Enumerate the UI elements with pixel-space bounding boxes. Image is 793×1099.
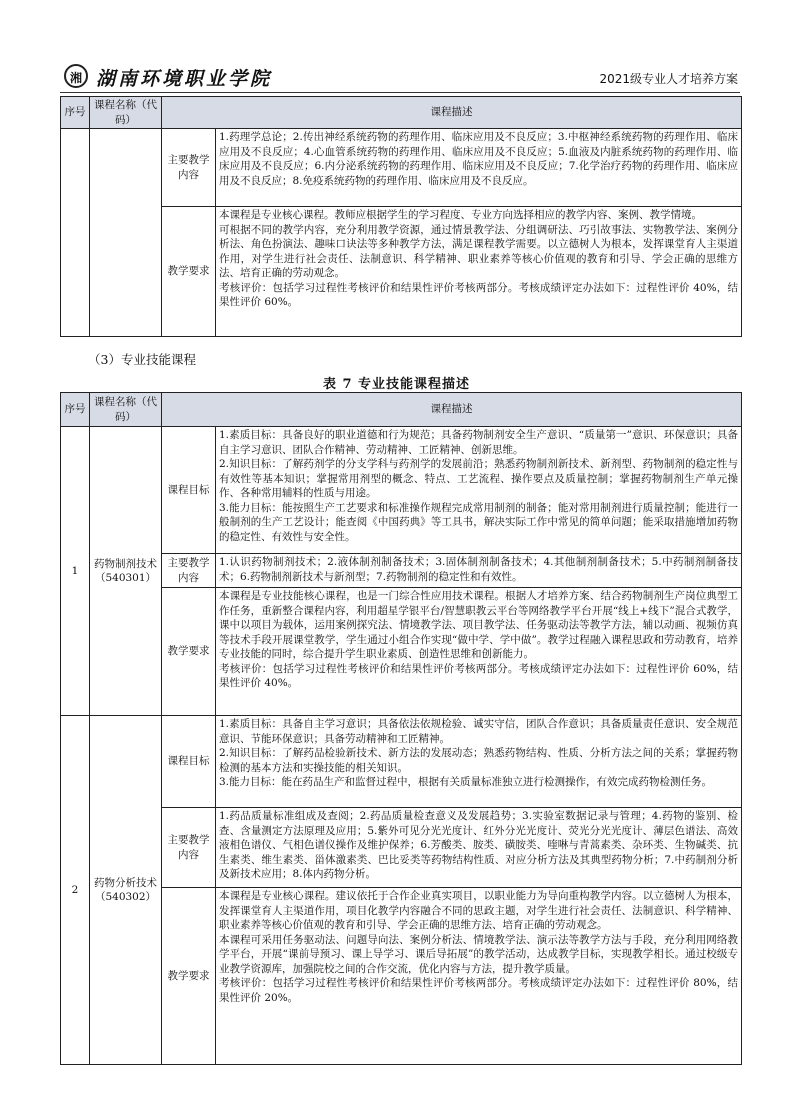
course-name: 药物分析技术（540302） xyxy=(90,716,162,1065)
desc-line: 本课程是专业核心课程。建议依托于合作企业真实项目，以职业能力为导向重构教学内容。以立德树人为根本，发挥课堂育人主渠道作用，项目化教学内容融合不同的思政主题，对学生进行社会责任、法制意识、科学精神、职业素养等核心价值观的教育和引导、学会正确的思维方法、培育正确的劳动观念。 xyxy=(219,890,738,931)
row-num xyxy=(61,129,90,337)
course-num: 2 xyxy=(61,716,90,1065)
school-name: 湖南环境职业学院 xyxy=(96,68,273,90)
sub-content xyxy=(216,554,742,588)
col-name-header: 课程名称（代码） xyxy=(90,97,162,129)
sub-label: 主要教学内容 xyxy=(162,129,216,207)
sub-content xyxy=(216,588,742,716)
desc-line: 考核评价：包括学习过程性考核评价和结果性评价考核两部分。考核成绩评定办法如下：过程性评价 40%，结果性评价 60%。 xyxy=(219,281,738,308)
col-num-header: 序号 xyxy=(61,97,90,129)
sub-label: 教学要求 xyxy=(162,588,216,716)
desc-line: 可根据不同的教学内容，充分利用教学资源，通过情景教学法、分组调研法、巧引故事法、实物教学法、案例分析法、角色扮演法、趣味口诀法等多种教学方法，满足课程教学需要。以立德树人为根本，发挥课堂育人主渠道作用，对学生进行社会责任、法制意识、科学精神、职业素养等核心价值观的教育和引导、学会正确的思维方法、培育正确的劳动观念。 xyxy=(219,223,738,279)
row-course-name xyxy=(90,129,162,337)
desc-line: 本课程是专业核心课程。教师应根据学生的学习程度、专业方向选择相应的教学内容、案例、教学情境。 xyxy=(219,209,702,221)
col-desc-header: 课程描述 xyxy=(162,97,742,129)
course-name: 药物制剂技术（540301） xyxy=(90,427,162,716)
sub-label: 课程目标 xyxy=(162,716,216,808)
sub-label: 主要教学内容 xyxy=(162,554,216,588)
desc-line: 考核评价：包括学习过程性考核评价和结果性评价考核两部分。考核成绩评定办法如下：过程性评价 80%，结果性评价 20%。 xyxy=(219,977,738,1004)
sub-content xyxy=(216,129,742,207)
skill-course-table xyxy=(60,392,742,1065)
col-num-header: 序号 xyxy=(61,393,90,427)
school-logo xyxy=(64,64,88,88)
desc-line: 2.知识目标：了解药品检验新技术、新方法的发展动态；熟悉药物结构、性质、分析方法之间的关系；掌握药物检测的基本方法和实操技能的相关知识。 xyxy=(219,747,738,774)
sub-content xyxy=(216,888,742,1065)
desc-line: 1.素质目标：具备自主学习意识；具备依法依规检验、诚实守信，团队合作意识；具备质量责任意识、安全规范意识、节能环保意识；具备劳动精神和工匠精神。 xyxy=(219,718,738,745)
section-heading: （3）专业技能课程 xyxy=(88,352,196,367)
page-header xyxy=(60,62,740,93)
sub-content xyxy=(216,716,742,808)
sub-label: 教学要求 xyxy=(162,207,216,337)
desc-line: 1.素质目标：具备良好的职业道德和行为规范；具备药物制剂安全生产意识、“质量第一”意识、环保意识；具备自主学习意识、团队合作精神、劳动精神、工匠精神、创新思维。 xyxy=(219,429,738,456)
desc-line: 3.能力目标：能在药品生产和监督过程中，根据有关质量标准独立进行检测操作，有效完成药物检测任务。 xyxy=(219,776,713,788)
sub-label: 课程目标 xyxy=(162,427,216,554)
desc-line: 本课程可采用任务驱动法、问题导向法、案例分析法、情境教学法、演示法等教学方法与手段，充分利用网络教学平台，开展“课前导预习、课上导学习、课后导拓展”的教学活动，达成教学目标，实现教学相长。通过校级专业教学资源库，加强院校之间的合作交流，优化内容与方法，提升教学质量。 xyxy=(219,933,738,975)
desc-line: 2.知识目标：了解药剂学的分支学科与药剂学的发展前沿；熟悉药物制剂新技术、新剂型、药物制剂的稳定性与有效性等基本知识；掌握常用剂型的概念、特点、工艺流程、操作要点及质量控制；掌握药物制剂生产单元操作、各种常用辅料的性质与用途。 xyxy=(219,458,738,499)
course-num: 1 xyxy=(61,427,90,716)
document-title: 2021级专业人才培养方案 xyxy=(599,72,738,86)
desc-line: 1.认识药物制剂技术；2.液体制剂制备技术；3.固体制剂制备技术；4.其他制剂制备技术；5.中药制剂制备技术；6.药物制剂新技术与新剂型；7.药物制剂的稳定性和有效性。 xyxy=(219,556,738,583)
desc-line: 本课程是专业技能核心课程，也是一门综合性应用技术课程。根据人才培养方案、结合药物制剂生产岗位典型工作任务，重新整合课程内容，利用超星学银平台/智慧职教云平台等网络教学平台开展“线上+线下”混合式教学，课中以项目为载体，运用案例探究法、情境教学法、项目教学法、任务驱动法等教学方法，辅以动画、视频仿真等技术手段开展课堂教学，学生通过小组合作实现“做中学、学中做”。教学过程融入课程思政和劳动教育，培养专业技能的同时，综合提升学生职业素质、创造性思维和创新能力。 xyxy=(219,590,738,660)
core-course-table-continued xyxy=(60,96,742,337)
sub-content xyxy=(216,427,742,554)
sub-content xyxy=(216,808,742,888)
sub-content xyxy=(216,207,742,337)
col-name-header: 课程名称（代码） xyxy=(90,393,162,427)
sub-label: 教学要求 xyxy=(162,888,216,1065)
desc-line: 考核评价：包括学习过程性考核评价和结果性评价考核两部分。考核成绩评定办法如下：过程性评价 60%，结果性评价 40%。 xyxy=(219,662,738,689)
table-caption: 表 7 专业技能课程描述 xyxy=(322,377,471,392)
sub-label: 主要教学内容 xyxy=(162,808,216,888)
desc-line: 3.能力目标：能按照生产工艺要求和标准操作规程完成常用制剂的制备；能对常用制剂进行质量控制；能进行一般制剂的生产工艺设计；能查阅《中国药典》等工具书，解决实际工作中常见的简单问题；能采取措施增加药物的稳定性、有效性与安全性。 xyxy=(219,501,738,543)
col-desc-header: 课程描述 xyxy=(162,393,742,427)
desc-line: 1.药理学总论；2.传出神经系统药物的药理作用、临床应用及不良反应；3.中枢神经系统药物的药理作用、临床应用及不良反应；4.心血管系统药物的药理作用、临床应用及不良反应；5.血液及内脏系统药物的药理作用、临床应用及不良反应；6.内分泌系统药物的药理作用、临床应用及不良反应；7.化学治疗药物的药理作用、临床应用及不良反应；8.免疫系统药物的药理作用、临床应用及不良反应。 xyxy=(219,131,738,187)
desc-line: 1.药品质量标准组成及查阅；2.药品质量检查意义及发展趋势；3.实验室数据记录与管理；4.药物的鉴别、检查、含量测定方法原理及应用；5.紫外可见分光光度计、红外分光光度计、荧光分光光度计、薄层色谱法、高效液相色谱仪、气相色谱仪操作及维护保养；6.芳酸类、胺类、磺胺类、喹啉与青蒿素类、杂环类、生物碱类、抗生素类、维生素类、甾体激素类、巴比妥类等药物结构性质、对应分析方法及其典型药物分析；7.中药制剂分析及新技术应用；8.体内药物分析。 xyxy=(219,810,738,880)
logo-char: 湘 xyxy=(69,71,82,85)
